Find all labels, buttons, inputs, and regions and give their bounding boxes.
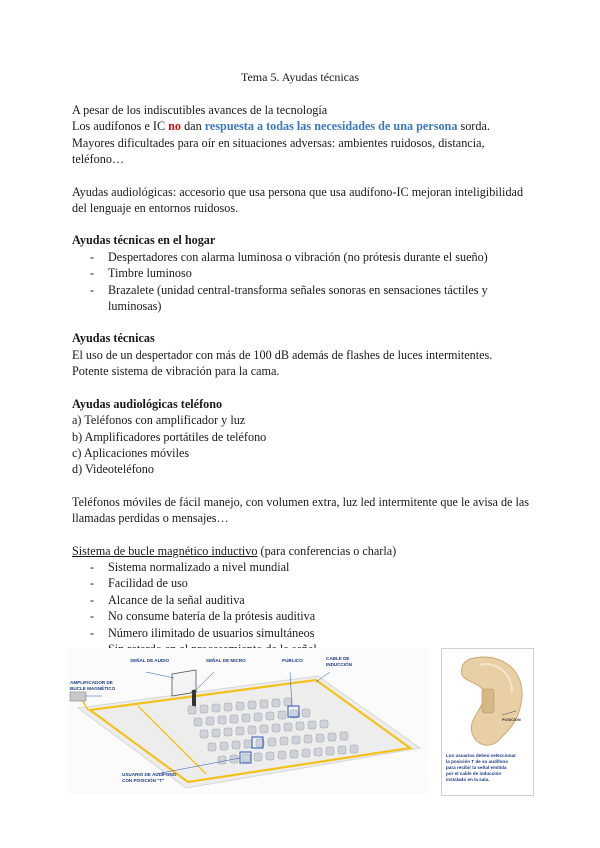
- caption-line: por el cable de inducción: [446, 771, 502, 776]
- label-micro: SEÑAL DE MICRO: [206, 658, 246, 663]
- moviles-paragraph: Teléfonos móviles de fácil manejo, con volumen extra, luz led intermitente que le avisa de las llamadas perdidas o mensajes…: [72, 494, 530, 526]
- label-usuario-1: USUARIO DE AUDÍFONO: [122, 772, 177, 777]
- bucle-heading: [72, 543, 532, 559]
- caption-line: Los usuarios deben seleccionar: [446, 753, 516, 758]
- list-item: - Alcance de la señal auditiva: [90, 592, 532, 608]
- intro-line-3: Mayores dificultades para oír en situaciones adversas: ambientes ruidosos, distancia, teléfono…: [72, 135, 485, 167]
- label-audio: SEÑAL DE AUDIO: [130, 658, 170, 663]
- highlight-phrase: respuesta a todas las necesidades de una persona: [204, 119, 458, 134]
- list-item: a) Teléfonos con amplificador y luz: [72, 413, 246, 428]
- list-item: - Sistema normalizado a nivel mundial: [90, 559, 532, 575]
- intro-line-1: A pesar de los indiscutibles avances de la tecnología: [72, 103, 328, 117]
- list-item: d) Videoteléfono: [72, 462, 154, 477]
- bucle-list: [72, 559, 532, 657]
- hogar-list: [72, 249, 532, 315]
- caption-line: la posición T de su audífono: [446, 759, 509, 764]
- speaker-head: [192, 690, 197, 695]
- document-body: [72, 102, 532, 657]
- telefono-heading: Ayudas audiológicas teléfono: [72, 396, 223, 411]
- intro-text: sorda.: [457, 119, 490, 134]
- label-amp-1: AMPLIFICADOR DE: [70, 680, 113, 685]
- list-item: - Número ilimitado de usuarios simultáneos: [90, 625, 532, 641]
- bucle-heading-rest: (para conferencias o charla): [257, 543, 397, 558]
- switch-icon: [482, 689, 494, 713]
- page-title: Tema 5. Ayudas técnicas: [240, 70, 360, 84]
- intro-line-2: [72, 118, 532, 134]
- tecnicas-line-2: Potente sistema de vibración para la cama.: [72, 364, 280, 379]
- intro-text: Los audífonos e IC: [72, 119, 169, 134]
- device-label: POSICIÓN: [502, 718, 521, 722]
- induction-loop-svg: [68, 648, 428, 794]
- list-item: b) Amplificadores portátiles de teléfono: [72, 429, 267, 444]
- hearing-aid-svg: [442, 649, 533, 795]
- audiologic-paragraph: Ayudas audiológicas: accesorio que usa persona que usa audífono-IC mejoran inteligibilidad del lenguaje en entornos ruidosos.: [72, 184, 524, 216]
- list-item: - Despertadores con alarma luminosa o vibración (no prótesis durante el sueño): [90, 249, 532, 265]
- list-item: - Facilidad de uso: [90, 575, 532, 591]
- caption-line: instalado en la sala.: [446, 777, 490, 782]
- intro-text: dan: [181, 119, 205, 134]
- hogar-heading: Ayudas técnicas en el hogar: [72, 233, 216, 248]
- label-cable-2: INDUCCIÓN: [326, 662, 353, 667]
- label-cable-1: CABLE DE: [326, 656, 350, 661]
- hearing-aid-figure: [441, 648, 534, 796]
- list-item: - Timbre luminoso: [90, 265, 532, 281]
- no-emphasis: no: [168, 119, 182, 134]
- list-item: - No consume batería de la prótesis auditiva: [90, 608, 532, 624]
- list-item: c) Aplicaciones móviles: [72, 445, 190, 460]
- label-usuario-2: CON POSICIÓN "T": [122, 778, 165, 783]
- caption-line: para recibir la señal emitida: [446, 765, 507, 770]
- tecnicas-heading: Ayudas técnicas: [72, 331, 155, 346]
- label-publico: PÚBLICO: [282, 658, 303, 663]
- tecnicas-line-1: El uso de un despertador con más de 100 dB además de flashes de luces intermitentes.: [72, 347, 493, 362]
- bucle-heading-underlined: Sistema de bucle magnético inductivo: [72, 543, 258, 558]
- amplifier-box: [70, 692, 86, 701]
- induction-loop-illustration: [68, 648, 428, 794]
- label-amp-2: BUCLE MAGNÉTICO: [70, 686, 116, 691]
- list-item: - Brazalete (unidad central-transforma señales sonoras en sensaciones táctiles y luminosas): [90, 282, 532, 315]
